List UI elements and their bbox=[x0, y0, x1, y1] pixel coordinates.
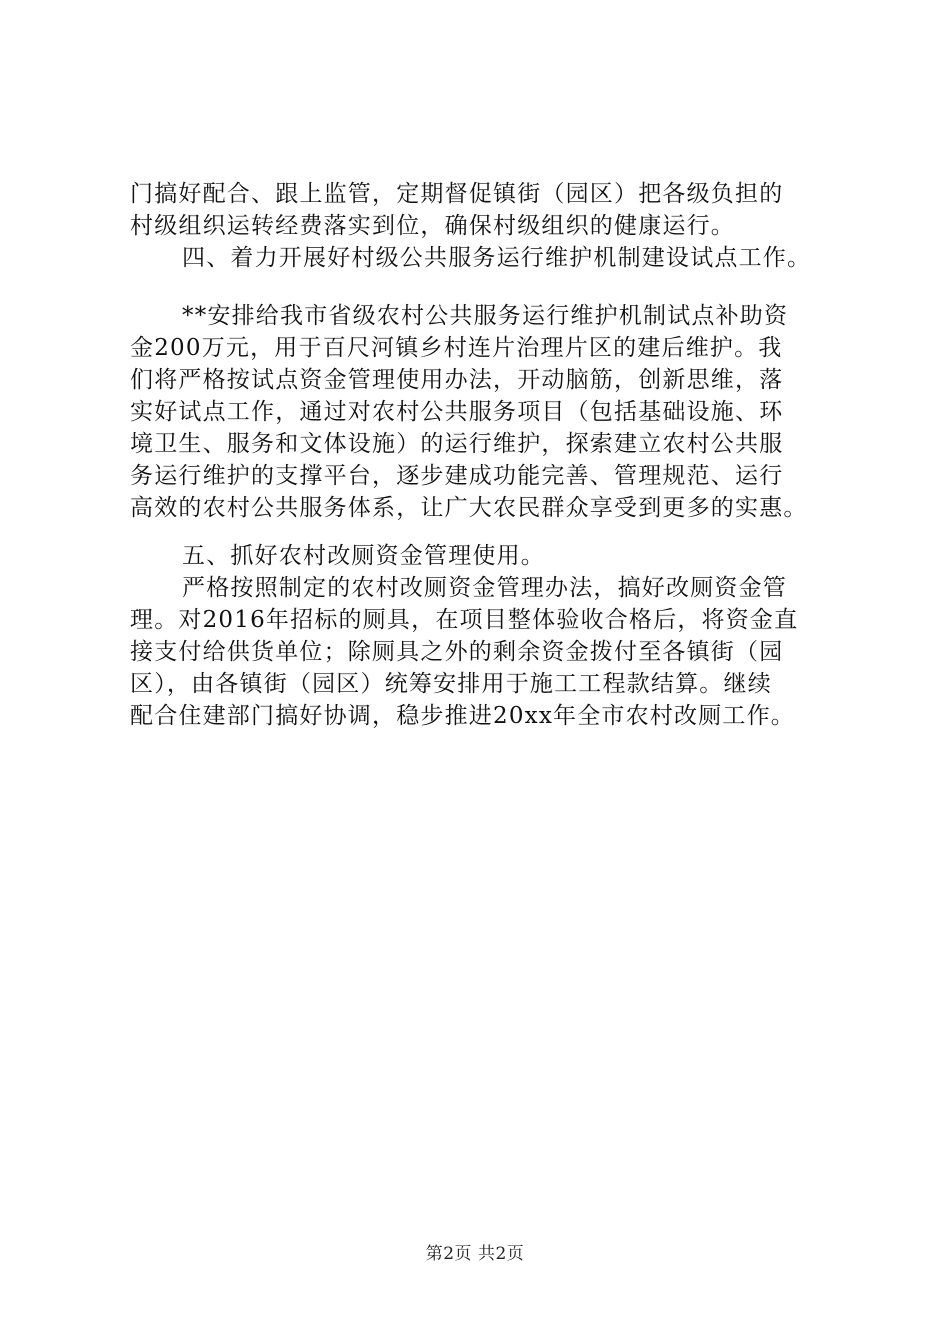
text-line: 严格按照制定的农村改厕资金管理办法，搞好改厕资金管 bbox=[182, 575, 787, 601]
text-line: 务运行维护的支撑平台，逐步建成功能完善、管理规范、运行 bbox=[130, 463, 784, 489]
paragraph-toilet-funds bbox=[130, 540, 840, 732]
text-line: **安排给我市省级农村公共服务运行维护机制试点补助资 bbox=[182, 303, 789, 329]
text-line: 高效的农村公共服务体系，让广大农民群众享受到更多的实惠。 bbox=[130, 495, 808, 521]
paragraph-pilot-subsidy bbox=[130, 300, 840, 524]
text-line: 接支付给供货单位；除厕具之外的剩余资金拨付至各镇街（园 bbox=[130, 639, 784, 665]
text-line: 金200万元，用于百尺河镇乡村连片治理片区的建后维护。我 bbox=[130, 335, 783, 361]
text-line: 们将严格按试点资金管理使用办法，开动脑筋，创新思维，落 bbox=[130, 367, 784, 393]
text-line: 实好试点工作，通过对农村公共服务项目（包括基础设施、环 bbox=[130, 399, 784, 425]
page-footer bbox=[0, 1242, 950, 1266]
paragraph-village-funds bbox=[130, 178, 840, 274]
text-line: 配合住建部门搞好协调，稳步推进20xx年全市农村改厕工作。 bbox=[130, 703, 796, 729]
text-line: 区），由各镇街（园区）统筹安排用于施工工程款结算。继续 bbox=[130, 671, 772, 697]
section-heading-four: 四、着力开展好村级公共服务运行维护机制建设试点工作。 bbox=[182, 245, 812, 271]
section-heading-five: 五、抓好农村改厕资金管理使用。 bbox=[182, 543, 545, 569]
text-line: 门搞好配合、跟上监管，定期督促镇街（园区）把各级负担的 bbox=[130, 181, 784, 207]
text-line: 境卫生、服务和文体设施）的运行维护，探索建立农村公共服 bbox=[130, 431, 784, 457]
page-number: 第2页 共2页 bbox=[425, 1244, 525, 1264]
text-line: 理。对2016年招标的厕具，在项目整体验收合格后，将资金直 bbox=[130, 607, 799, 633]
text-line: 村级组织运转经费落实到位，确保村级组织的健康运行。 bbox=[130, 213, 735, 239]
